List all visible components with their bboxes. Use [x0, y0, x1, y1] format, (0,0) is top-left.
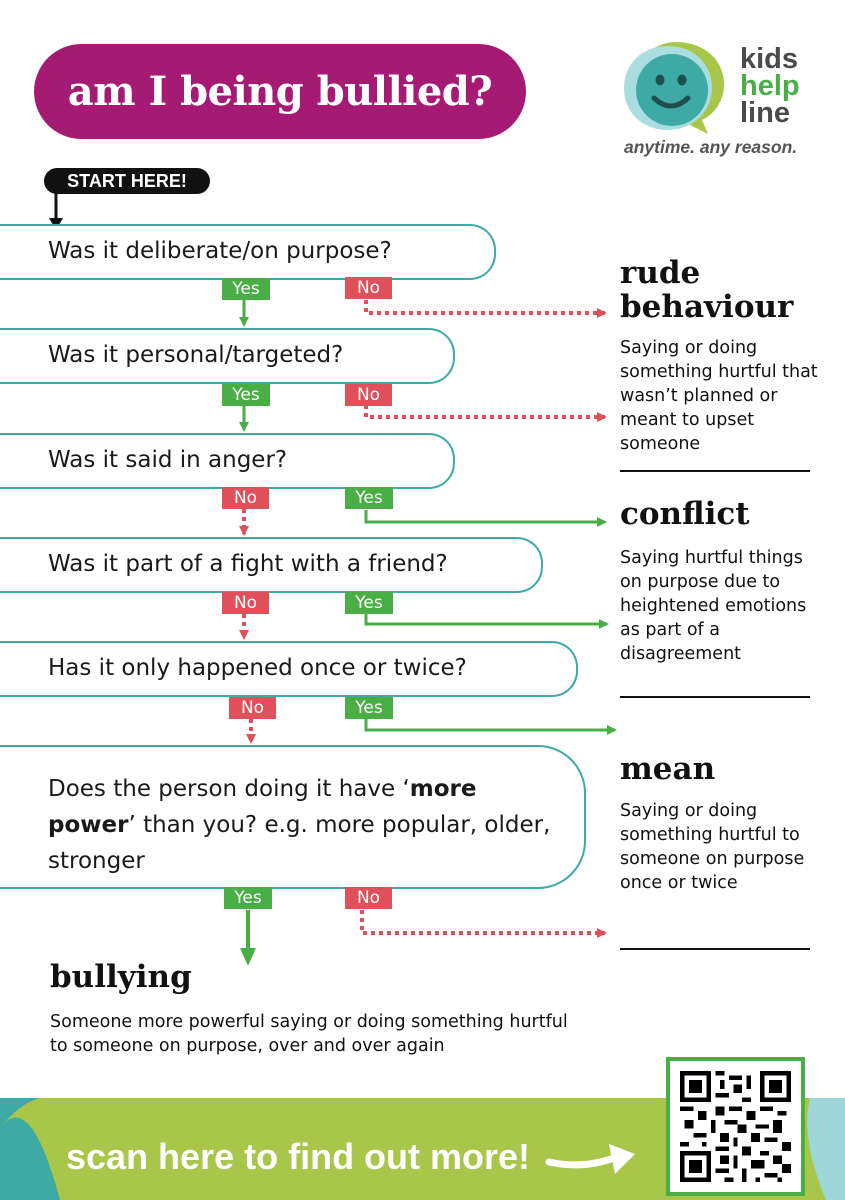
question-box-1 — [0, 224, 496, 280]
q3-yes-arrow — [366, 510, 605, 522]
question-6-text-pre: Does the person doing it have ‘ — [48, 776, 410, 802]
result-conflict-title: conflict — [620, 496, 750, 532]
question-box-5 — [0, 641, 578, 697]
q5-yes-arrow — [366, 719, 615, 730]
q5-yes-tag: Yes — [345, 697, 393, 719]
logo-word-kids: kids — [740, 43, 799, 75]
result-bullying-desc: Someone more powerful saying or doing something hurtful to someone on purpose, over and over again — [50, 1012, 568, 1056]
q2-no-arrow — [366, 405, 605, 417]
logo-tagline: anytime. any reason. — [624, 137, 798, 157]
result-rude-behaviour-desc: Saying or doing something hurtful that wasn’t planned or meant to upset someone — [620, 338, 818, 454]
question-box-3 — [0, 433, 455, 489]
footer-text: scan here to find out more! — [66, 1136, 531, 1177]
q5-no-tag: No — [229, 697, 276, 719]
qr-code-box[interactable] — [666, 1057, 805, 1196]
start-here-badge: START HERE! — [44, 168, 210, 194]
q1-yes-tag: Yes — [222, 278, 270, 300]
question-2-text: Was it personal/targeted? — [48, 342, 344, 368]
page-title: am I being bullied? — [67, 68, 493, 115]
question-6-text-post: ’ than you? e.g. more popular, older, stronger — [48, 812, 551, 874]
q6-yes-tag: Yes — [224, 887, 272, 909]
logo-word-help: help — [740, 70, 800, 102]
question-box-6 — [0, 745, 586, 889]
q4-no-tag: No — [222, 592, 269, 614]
question-box-2 — [0, 328, 455, 384]
result-mean-desc: Saying or doing something hurtful to someone on purpose once or twice — [620, 801, 805, 893]
result-mean-title: mean — [620, 751, 716, 787]
question-4-text: Was it part of a fight with a friend? — [48, 551, 448, 577]
question-1-text: Was it deliberate/on purpose? — [48, 238, 392, 264]
q6-no-arrow — [362, 910, 605, 933]
q1-no-arrow — [366, 300, 605, 313]
result-rude-title-line1: rude — [620, 255, 701, 291]
q2-no-tag: No — [345, 384, 392, 406]
result-rude-title-line2: behaviour — [620, 289, 794, 325]
q4-yes-tag: Yes — [345, 592, 393, 614]
divider-2 — [620, 696, 810, 698]
qr-code[interactable] — [680, 1071, 791, 1182]
result-bullying-title: bullying — [50, 959, 192, 995]
result-rude-behaviour-title — [620, 256, 793, 324]
arrow-right-icon — [545, 1140, 640, 1180]
q2-yes-tag: Yes — [222, 384, 270, 406]
question-6-text-bold: more power — [48, 776, 477, 838]
q6-yes-arrowhead — [240, 948, 256, 966]
question-5-text: Has it only happened once or twice? — [48, 655, 467, 681]
q4-yes-arrow — [366, 614, 607, 624]
question-3-text: Was it said in anger? — [48, 447, 288, 473]
question-box-4 — [0, 537, 543, 593]
divider-3 — [620, 948, 810, 950]
result-conflict-desc: Saying hurtful things on purpose due to heightened emotions as part of a disagreement — [620, 548, 807, 664]
logo-word-line: line — [740, 97, 790, 129]
question-6-text — [48, 771, 558, 879]
q3-yes-tag: Yes — [345, 487, 393, 509]
q6-no-tag: No — [345, 887, 392, 909]
q3-no-tag: No — [222, 487, 269, 509]
q1-no-tag: No — [345, 277, 392, 299]
divider-1 — [620, 470, 810, 472]
